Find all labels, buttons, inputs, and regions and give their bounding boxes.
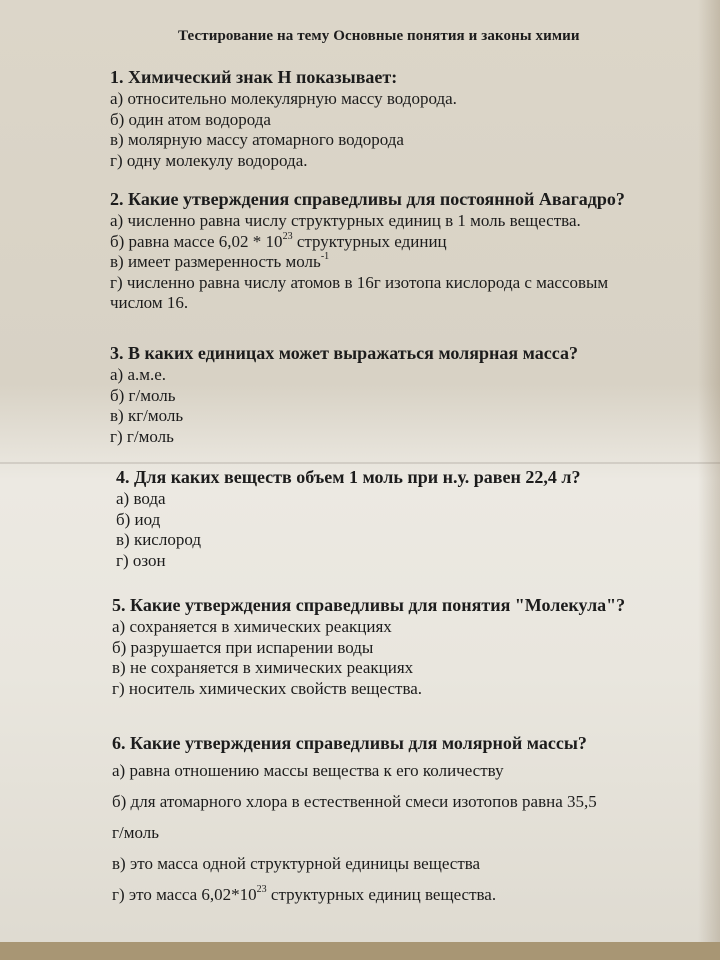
question-1-option-c: в) молярную массу атомарного водорода (110, 130, 404, 149)
question-5-option-d: г) носитель химических свойств вещества. (112, 678, 423, 698)
question-5-option-a: а) сохраняется в химических реакциях (112, 617, 392, 636)
question-2-title: 2. Какие утверждения справедливы для постоянной Авагадро? (110, 189, 625, 209)
question-2 (110, 188, 690, 314)
question-6-option-d-text: г) это масса 6,02*10 (112, 885, 257, 904)
question-4-option-a: а) вода (116, 489, 166, 508)
table-surface (0, 942, 720, 960)
question-6-option-d (112, 879, 692, 910)
question-1 (110, 66, 690, 171)
question-6-option-b-cont: г/моль (112, 823, 159, 842)
question-3-option-a: а) а.м.е. (110, 365, 167, 384)
question-1-title: 1. Химический знак Н показывает: (110, 67, 398, 87)
question-1-option-b: б) один атом водорода (110, 109, 271, 129)
question-6-title: 6. Какие утверждения справедливы для молярной массы? (112, 733, 587, 753)
question-3-title: 3. В каких единицах может выражаться молярная масса? (110, 343, 578, 363)
paper-fold (0, 462, 720, 464)
question-5-option-b: б) разрушается при испарении воды (112, 637, 374, 657)
question-4-option-d: г) озон (116, 550, 166, 570)
question-6-option-b: б) для атомарного хлора в естественной смеси изотопов равна 35,5 (112, 792, 597, 811)
question-6-option-d-exponent: 23 (256, 884, 267, 895)
question-5 (112, 594, 692, 699)
question-2-option-c-text: в) имеет размеренность моль (110, 252, 321, 271)
question-3-option-c: в) кг/моль (110, 406, 184, 425)
question-2-option-b (110, 232, 690, 253)
paper-edge-shadow (698, 0, 720, 960)
question-3-option-b: б) г/моль (110, 385, 176, 405)
question-2-option-b-text: б) равна массе 6,02 * 10 (110, 231, 283, 251)
question-5-title: 5. Какие утверждения справедливы для понятия "Молекула"? (112, 595, 626, 615)
question-3 (110, 342, 690, 447)
question-3-option-d: г) г/моль (110, 426, 174, 446)
question-2-option-a: а) численно равна числу структурных единиц в 1 моль вещества. (110, 211, 581, 230)
question-2-option-d: г) численно равна числу атомов в 16г изотопа кислорода с массовым (110, 272, 609, 292)
question-4-title: 4. Для каких веществ объем 1 моль при н.у. равен 22,4 л? (116, 467, 581, 487)
question-2-option-c (110, 252, 690, 273)
document-title: Тестирование на тему Основные понятия и законы химии (178, 28, 580, 44)
question-4 (116, 466, 696, 571)
question-2-option-c-exponent: -1 (320, 251, 330, 262)
question-2-option-b-tail: структурных единиц (292, 231, 447, 251)
question-6-option-a: а) равна отношению массы вещества к его количеству (112, 761, 504, 780)
question-1-option-d: г) одну молекулу водорода. (110, 150, 308, 170)
question-6-option-d-tail: структурных единиц вещества. (266, 885, 497, 904)
question-2-option-b-exponent: 23 (282, 230, 293, 242)
question-5-option-c: в) не сохраняется в химических реакциях (112, 658, 414, 677)
question-4-option-c: в) кислород (116, 530, 201, 549)
question-4-option-b: б) иод (116, 509, 161, 529)
question-1-option-a: а) относительно молекулярную массу водорода. (110, 89, 457, 108)
question-6 (112, 732, 692, 910)
question-6-option-c: в) это масса одной структурной единицы вещества (112, 854, 481, 873)
question-2-option-d-cont: числом 16. (110, 293, 189, 312)
